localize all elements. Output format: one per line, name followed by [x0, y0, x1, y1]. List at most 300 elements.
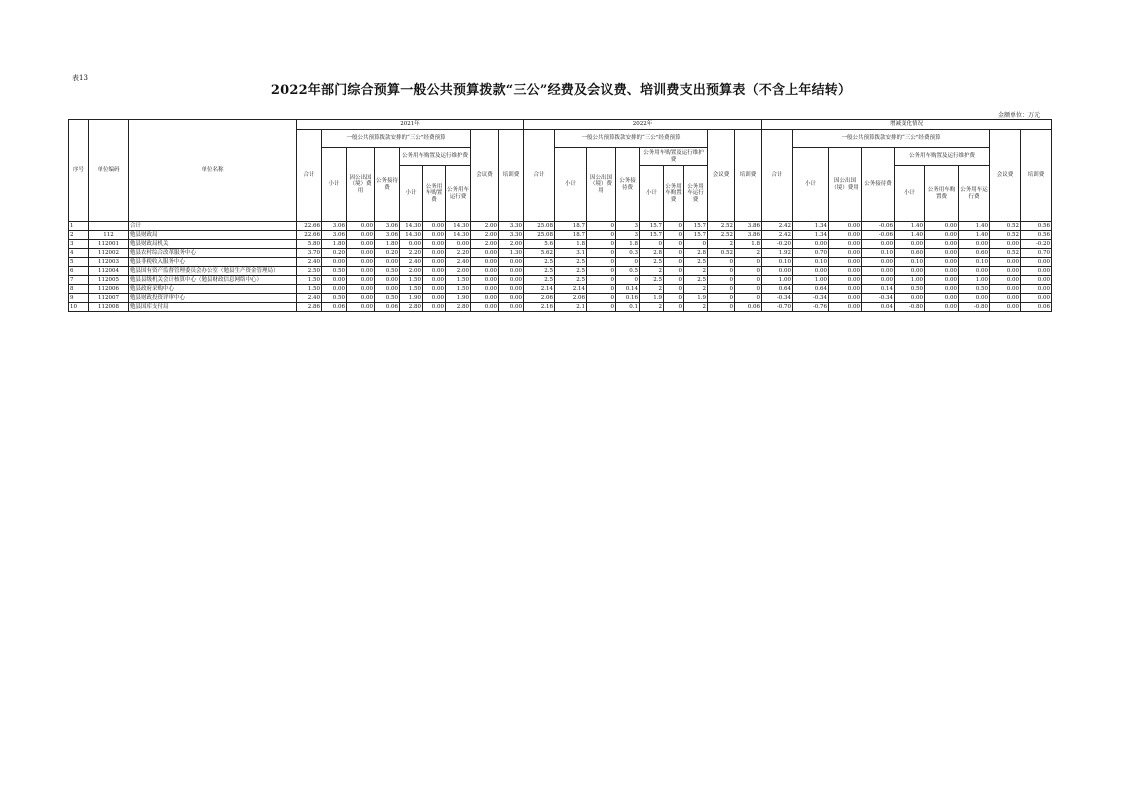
header-subtotal-2022: 小计	[555, 148, 587, 222]
row-value: 0.00	[895, 240, 925, 249]
row-value: 0.00	[990, 303, 1021, 312]
row-value: 2.5	[555, 258, 587, 267]
row-value: 0.00	[423, 276, 446, 285]
row-value: 0.50	[959, 285, 990, 294]
row-value: 3.06	[322, 222, 347, 231]
row-value: 2.8	[684, 249, 708, 258]
row-value: -0.06	[862, 231, 895, 240]
row-value: 3.86	[735, 231, 762, 240]
row-value: 0.06	[375, 303, 400, 312]
row-value: 2.42	[762, 231, 793, 240]
row-value: 1.50	[297, 285, 322, 294]
row-value: 0	[664, 240, 684, 249]
row-value: -0.80	[895, 303, 925, 312]
header-reception-change: 公务接待费	[862, 148, 895, 222]
row-value: 2.52	[708, 231, 735, 240]
row-value: 1.00	[762, 276, 793, 285]
row-value: 0.50	[895, 285, 925, 294]
header-total-2022: 合计	[524, 130, 555, 222]
row-name: 勉县政府采购中心	[129, 285, 297, 294]
row-value: 5.80	[297, 240, 322, 249]
row-value: 0	[587, 276, 616, 285]
row-value: 0.00	[990, 276, 1021, 285]
row-value: 3	[616, 222, 640, 231]
row-value: -0.76	[793, 303, 829, 312]
row-value: 0.00	[471, 276, 499, 285]
row-value: 0.00	[1021, 276, 1052, 285]
row-value: 0.00	[829, 249, 862, 258]
row-value: 0.00	[471, 294, 499, 303]
row-value: 2.00	[499, 240, 524, 249]
header-abroad-2021: 因公出国（境）费用	[347, 148, 375, 222]
row-value: 1.80	[375, 240, 400, 249]
table-row	[69, 258, 1052, 267]
row-value: 2.16	[524, 303, 555, 312]
header-2022: 2022年	[524, 120, 762, 130]
row-value: 0.16	[616, 294, 640, 303]
row-value: 0.00	[829, 294, 862, 303]
row-value: 2.20	[446, 249, 471, 258]
row-value: -0.34	[762, 294, 793, 303]
header-veh-buy-2021: 公务用车购置费	[423, 166, 446, 222]
row-value: 0.00	[347, 285, 375, 294]
row-value: 2.42	[762, 222, 793, 231]
table-row	[69, 240, 1052, 249]
row-code	[89, 222, 129, 231]
header-meeting-2021: 会议费	[471, 130, 499, 222]
row-value: 0.50	[322, 294, 347, 303]
row-value: 0.64	[793, 285, 829, 294]
row-value: 0.50	[375, 294, 400, 303]
row-value: 0.00	[862, 276, 895, 285]
row-value: 0	[708, 303, 735, 312]
header-subtotal-2021: 小计	[322, 148, 347, 222]
row-value: 3	[616, 231, 640, 240]
row-value: 0.52	[990, 222, 1021, 231]
row-value: 0.00	[925, 276, 959, 285]
row-value: 0.00	[347, 294, 375, 303]
row-value: 0.5	[616, 267, 640, 276]
row-value: 0	[735, 285, 762, 294]
row-value: 0.00	[925, 222, 959, 231]
row-value: 0	[664, 231, 684, 240]
row-value: 14.30	[446, 231, 471, 240]
row-value: 0.64	[762, 285, 793, 294]
row-value: 25.08	[524, 231, 555, 240]
row-name: 勉县农村综合改革服务中心	[129, 249, 297, 258]
row-value: 0.50	[322, 267, 347, 276]
row-value: 0.00	[990, 294, 1021, 303]
row-value: 0	[587, 222, 616, 231]
row-value: 0.00	[499, 294, 524, 303]
row-value: 0.10	[793, 258, 829, 267]
row-value: 0.00	[925, 285, 959, 294]
row-value: 0	[587, 285, 616, 294]
row-value: 2.06	[555, 294, 587, 303]
row-code: 112005	[89, 276, 129, 285]
row-value: 1.00	[895, 276, 925, 285]
header-training-2022: 培训费	[735, 130, 762, 222]
table-row	[69, 276, 1052, 285]
header-subtotal-change: 小计	[793, 148, 829, 222]
row-value: 0.52	[990, 231, 1021, 240]
row-value: 1.9	[684, 294, 708, 303]
row-value: 1.30	[499, 249, 524, 258]
row-seq: 6	[69, 267, 89, 276]
row-value: 0.00	[423, 267, 446, 276]
row-value: 0.04	[862, 303, 895, 312]
row-value: 15.7	[684, 222, 708, 231]
header-veh-run-2021: 公务用车运行费	[446, 166, 471, 222]
row-value: 0	[640, 240, 664, 249]
row-value: 0	[735, 276, 762, 285]
row-value: 0.00	[423, 240, 446, 249]
header-abroad-2022: 因公出国（境）费用	[587, 148, 616, 222]
row-value: 0.00	[347, 276, 375, 285]
row-value: 2	[684, 267, 708, 276]
row-value: 0.00	[895, 267, 925, 276]
row-value: 0.00	[446, 240, 471, 249]
row-value: 2.5	[555, 267, 587, 276]
row-value: 0.70	[793, 249, 829, 258]
row-value: 0	[616, 276, 640, 285]
row-value: 25.08	[524, 222, 555, 231]
row-value: 2.80	[400, 303, 423, 312]
row-value: 0	[708, 285, 735, 294]
row-value: 2	[684, 285, 708, 294]
row-value: 2.5	[640, 276, 664, 285]
row-value: 2.14	[524, 285, 555, 294]
row-code: 112002	[89, 249, 129, 258]
row-value: 0.52	[708, 249, 735, 258]
row-value: 0	[664, 258, 684, 267]
table-row	[69, 267, 1052, 276]
row-value: 2	[735, 249, 762, 258]
row-value: 0	[684, 240, 708, 249]
row-name: 合计	[129, 222, 297, 231]
row-value: 2.40	[297, 294, 322, 303]
header-2021: 2021年	[297, 120, 524, 130]
row-value: 1.90	[446, 294, 471, 303]
row-value: 0.00	[322, 285, 347, 294]
row-value: 0.00	[762, 267, 793, 276]
header-sangong-change: 一般公共预算拨款安排的“三公”经费预算	[793, 130, 990, 148]
row-value: 0.00	[925, 240, 959, 249]
row-value: 2	[708, 240, 735, 249]
row-value: 2.5	[524, 267, 555, 276]
row-value: 0.60	[959, 249, 990, 258]
header-veh-subtotal-2021: 小计	[400, 166, 423, 222]
header-veh-buy-2022: 公务用车购置费	[664, 166, 684, 222]
row-value: 0	[735, 294, 762, 303]
row-value: 2.5	[555, 276, 587, 285]
row-value: 0.00	[862, 267, 895, 276]
row-value: 0.52	[990, 249, 1021, 258]
row-value: 0.20	[375, 249, 400, 258]
row-value: 0.00	[347, 231, 375, 240]
row-value: 0.00	[829, 240, 862, 249]
row-value: 0	[587, 258, 616, 267]
row-value: 0.00	[829, 285, 862, 294]
row-value: 2.5	[640, 258, 664, 267]
row-value: 1.50	[400, 285, 423, 294]
row-value: 0.00	[925, 231, 959, 240]
row-value: 0.50	[375, 267, 400, 276]
row-value: 2.00	[446, 267, 471, 276]
row-value: 1.50	[446, 276, 471, 285]
row-value: 0	[587, 294, 616, 303]
row-value: 0.00	[347, 267, 375, 276]
row-value: 2.50	[297, 267, 322, 276]
row-value: 0	[664, 222, 684, 231]
row-value: 0.00	[347, 303, 375, 312]
row-seq: 9	[69, 294, 89, 303]
row-seq: 10	[69, 303, 89, 312]
row-value: 0.00	[925, 258, 959, 267]
row-value: 2.06	[524, 294, 555, 303]
row-value: 0.00	[322, 276, 347, 285]
row-value: 0.00	[959, 267, 990, 276]
row-value: 0	[664, 294, 684, 303]
table-header	[69, 120, 1052, 222]
row-code: 112	[89, 231, 129, 240]
row-value: 0.00	[990, 267, 1021, 276]
row-value: 0.00	[829, 222, 862, 231]
row-name: 勉县非税收入服务中心	[129, 258, 297, 267]
row-value: 1.00	[959, 276, 990, 285]
row-code: 112003	[89, 258, 129, 267]
table-number: 表13	[72, 74, 88, 82]
row-value: 0	[587, 231, 616, 240]
row-value: 2.14	[555, 285, 587, 294]
row-value: 0	[708, 276, 735, 285]
row-value: 0.00	[499, 267, 524, 276]
row-value: 0.00	[990, 258, 1021, 267]
row-value: 2	[640, 267, 664, 276]
row-value: 0.00	[423, 258, 446, 267]
row-value: 22.66	[297, 222, 322, 231]
row-value: 0.00	[793, 267, 829, 276]
row-value: 2	[640, 303, 664, 312]
row-seq: 4	[69, 249, 89, 258]
row-value: 2.5	[684, 276, 708, 285]
row-value: 0.00	[1021, 267, 1052, 276]
unit-label: 金额单位：万元	[997, 112, 1040, 119]
page-title: 2022年部门综合预算一般公共预算拨款“三公”经费及会议费、培训费支出预算表（不含上年结转）	[270, 83, 852, 98]
row-value: 0.00	[423, 285, 446, 294]
row-value: 2.00	[471, 240, 499, 249]
row-value: 1.40	[895, 222, 925, 231]
row-value: 14.30	[446, 222, 471, 231]
row-value: -0.70	[762, 303, 793, 312]
row-value: 0.00	[347, 222, 375, 231]
row-name: 勉县财政局机关	[129, 240, 297, 249]
row-value: 0	[664, 285, 684, 294]
row-value: 0.56	[1021, 222, 1052, 231]
header-veh-run-change: 公务用车运行费	[959, 166, 990, 222]
row-value: 1.34	[793, 222, 829, 231]
row-value: 15.7	[640, 231, 664, 240]
row-value: 3.86	[735, 222, 762, 231]
row-value: 0.00	[829, 231, 862, 240]
row-value: 0.00	[471, 258, 499, 267]
row-value: 1.8	[616, 240, 640, 249]
row-code: 112006	[89, 285, 129, 294]
header-reception-2021: 公务接待费	[375, 148, 400, 222]
row-value: 1.92	[762, 249, 793, 258]
row-value: 0.00	[829, 276, 862, 285]
row-value: 1.34	[793, 231, 829, 240]
row-value: 0	[708, 294, 735, 303]
row-value: 14.30	[400, 231, 423, 240]
row-value: 1.00	[793, 276, 829, 285]
row-value: 0.00	[375, 276, 400, 285]
header-sangong-2022: 一般公共预算拨款安排的“三公”经费预算	[555, 130, 708, 148]
row-seq: 2	[69, 231, 89, 240]
row-value: 0	[664, 303, 684, 312]
table-row	[69, 222, 1052, 231]
header-training-2021: 培训费	[499, 130, 524, 222]
row-value: 0.1	[616, 303, 640, 312]
row-value: 0.00	[499, 303, 524, 312]
row-value: 0.00	[895, 294, 925, 303]
row-value: 0.20	[322, 249, 347, 258]
row-value: 1.80	[322, 240, 347, 249]
row-value: 2.80	[446, 303, 471, 312]
row-value: 0.00	[925, 303, 959, 312]
row-value: 0.00	[347, 240, 375, 249]
row-value: 0	[708, 267, 735, 276]
header-meeting-2022: 会议费	[708, 130, 735, 222]
row-value: 0	[735, 258, 762, 267]
row-name: 勉县财政局	[129, 231, 297, 240]
row-value: 2.40	[446, 258, 471, 267]
row-value: 0.00	[423, 294, 446, 303]
row-value: 2.40	[297, 258, 322, 267]
header-veh-run-2022: 公务用车运行费	[684, 166, 708, 222]
header-reception-2022: 公务接待费	[616, 148, 640, 222]
row-value: 0.00	[829, 258, 862, 267]
row-value: 5.62	[524, 249, 555, 258]
row-value: 15.7	[684, 231, 708, 240]
row-code: 112008	[89, 303, 129, 312]
budget-table	[68, 119, 1052, 312]
row-value: 0	[587, 240, 616, 249]
row-value: 2.1	[555, 303, 587, 312]
row-value: 0.00	[499, 285, 524, 294]
row-value: 0	[664, 267, 684, 276]
row-value: 3.06	[322, 231, 347, 240]
row-value: 0.00	[423, 222, 446, 231]
row-seq: 3	[69, 240, 89, 249]
row-value: 0.14	[616, 285, 640, 294]
row-value: 0.00	[1021, 294, 1052, 303]
table-row	[69, 285, 1052, 294]
row-value: 1.90	[400, 294, 423, 303]
header-total-change: 合计	[762, 130, 793, 222]
row-value: 18.7	[555, 231, 587, 240]
row-name: 勉县财政投资评审中心	[129, 294, 297, 303]
row-value: 0.00	[829, 267, 862, 276]
row-value: 1.8	[555, 240, 587, 249]
row-value: 0	[708, 258, 735, 267]
row-value: 1.9	[640, 294, 664, 303]
row-value: 1.50	[400, 276, 423, 285]
row-value: 0.10	[862, 249, 895, 258]
row-value: 0.00	[375, 258, 400, 267]
row-value: 2	[640, 285, 664, 294]
row-seq: 8	[69, 285, 89, 294]
row-value: 0.00	[423, 231, 446, 240]
row-seq: 5	[69, 258, 89, 267]
row-value: 0.56	[1021, 231, 1052, 240]
row-code: 112004	[89, 267, 129, 276]
row-value: 2.40	[400, 258, 423, 267]
header-abroad-change: 因公出国（境）费用	[829, 148, 862, 222]
row-value: 0.00	[1021, 285, 1052, 294]
row-value: 1.50	[446, 285, 471, 294]
row-value: 0.00	[471, 285, 499, 294]
table-row	[69, 294, 1052, 303]
row-value: -0.80	[959, 303, 990, 312]
row-value: 22.66	[297, 231, 322, 240]
row-value: 1.8	[735, 240, 762, 249]
row-value: 0.06	[1021, 303, 1052, 312]
row-value: 2.00	[471, 222, 499, 231]
row-value: 0.14	[862, 285, 895, 294]
row-value: 0.10	[959, 258, 990, 267]
row-value: 3.70	[297, 249, 322, 258]
row-value: 14.30	[400, 222, 423, 231]
row-value: 0.00	[1021, 258, 1052, 267]
row-value: 0.00	[925, 267, 959, 276]
row-value: 2.5	[524, 276, 555, 285]
row-value: 0	[587, 303, 616, 312]
row-value: 0.00	[990, 240, 1021, 249]
row-value: 2	[684, 303, 708, 312]
row-value: 0	[587, 249, 616, 258]
row-value: 0.00	[375, 285, 400, 294]
row-value: 18.7	[555, 222, 587, 231]
row-value: 1.40	[895, 231, 925, 240]
row-value: 0.00	[347, 249, 375, 258]
header-name: 单位名称	[129, 120, 297, 222]
row-value: 2.20	[400, 249, 423, 258]
row-name: 勉县县级机关会计核算中心（勉县财政信息网络中心）	[129, 276, 297, 285]
row-value: 2.8	[640, 249, 664, 258]
row-value: 0.00	[499, 258, 524, 267]
row-value: 0.00	[793, 240, 829, 249]
header-total-2021: 合计	[297, 130, 322, 222]
row-value: 0.00	[322, 258, 347, 267]
row-name: 勉县国库支付局	[129, 303, 297, 312]
row-value: -0.34	[862, 294, 895, 303]
row-value: 5.6	[524, 240, 555, 249]
row-value: 0.3	[616, 249, 640, 258]
row-value: 0	[735, 267, 762, 276]
header-meeting-change: 会议费	[990, 130, 1021, 222]
row-value: 2.00	[471, 231, 499, 240]
row-value: 3.1	[555, 249, 587, 258]
row-value: 0.00	[471, 249, 499, 258]
header-vehicle-change: 公务用车购置及运行维护费	[895, 148, 990, 166]
row-name: 勉县国有资产监督管理委员会办公室（勉县生产资金管理局）	[129, 267, 297, 276]
row-value: 0.00	[400, 240, 423, 249]
table-body	[69, 222, 1052, 312]
row-value: -0.20	[1021, 240, 1052, 249]
table-row	[69, 249, 1052, 258]
row-value: 0	[664, 276, 684, 285]
